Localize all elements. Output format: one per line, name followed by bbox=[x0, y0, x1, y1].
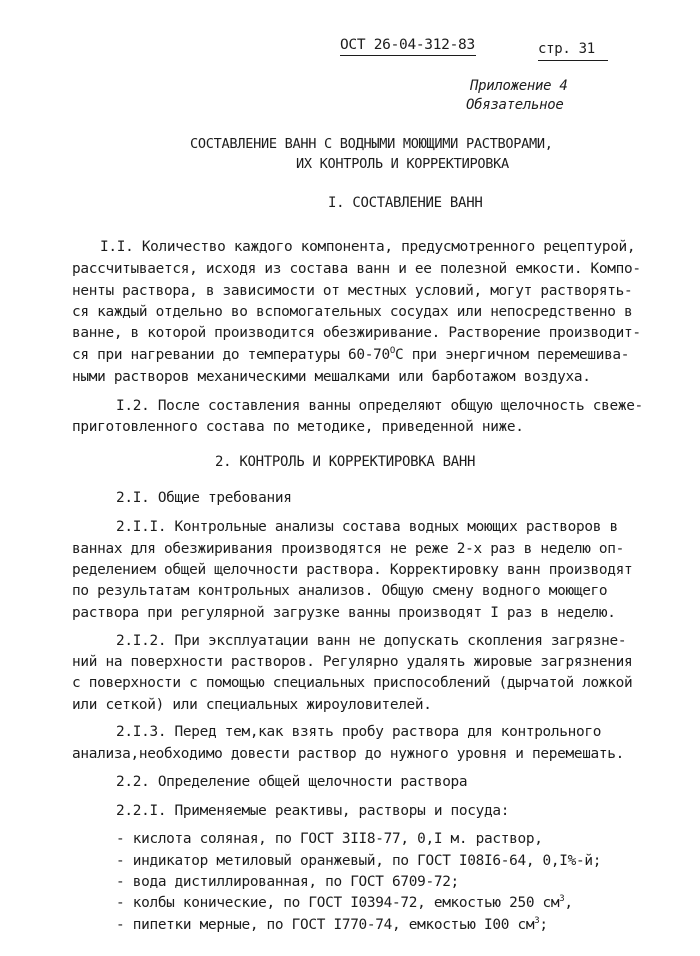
paragraph-2-1-1-line: раствора при регулярной загрузке ванны производят I раз в неделю. bbox=[72, 605, 616, 621]
paragraph-1-1-line: ными растворов механическими мешалками или барботажом воздуха. bbox=[72, 369, 591, 385]
superscript-cube: 3 bbox=[534, 916, 540, 926]
superscript-cube: 3 bbox=[559, 894, 565, 904]
paragraph-1-1-line: ненты раствора, в зависимости от местных условий, могут растворять- bbox=[72, 283, 633, 299]
reagent-list-item: - вода дистиллированная, по ГОСТ 6709-72; bbox=[116, 874, 459, 890]
paragraph-1-1-text: C при энергичном перемешива- bbox=[394, 347, 630, 363]
paragraph-1-2-line: приготовленного состава по методике, приведенной ниже. bbox=[72, 419, 524, 435]
paragraph-1-1-text: ся при нагревании до температуры 60-70 bbox=[72, 347, 390, 363]
paragraph-2-1-2-line: с поверхности с помощью специальных приспособлений (дырчатой ложкой bbox=[72, 675, 633, 691]
paragraph-2-1-1-line: 2.I.I. Контрольные анализы состава водных моющих растворов в bbox=[116, 519, 618, 535]
document-title-line-1: СОСТАВЛЕНИЕ ВАНН С ВОДНЫМИ МОЮЩИМИ РАСТВОРАМИ, bbox=[190, 136, 553, 152]
paragraph-1-1-line: рассчитывается, исходя из состава ванн и ее полезной емкости. Компо- bbox=[72, 261, 641, 277]
section-1-heading: I. СОСТАВЛЕНИЕ ВАНН bbox=[328, 195, 483, 211]
paragraph-2-1-1-line: ваннах для обезжиривания производятся не реже 2-х раз в неделю оп- bbox=[72, 541, 625, 557]
paragraph-1-1-line bbox=[72, 346, 629, 364]
subsection-2-1: 2.I. Общие требования bbox=[116, 490, 292, 506]
paragraph-1-1-line: I.I. Количество каждого компонента, предусмотренного рецептурой, bbox=[100, 239, 636, 255]
paragraph-2-1-2-line: ний на поверхности растворов. Регулярно удалять жировые загрязнения bbox=[72, 654, 633, 670]
paragraph-2-2-1: 2.2.I. Применяемые реактивы, растворы и посуда: bbox=[116, 803, 510, 819]
paragraph-2-1-3-line: 2.I.3. Перед тем,как взять пробу раствора для контрольного bbox=[116, 724, 602, 740]
standard-number: ОСТ 26-04-312-83 bbox=[340, 37, 475, 53]
reagent-list-item-end: ; bbox=[539, 917, 548, 933]
paragraph-2-1-2-line: или сеткой) или специальных жироуловителей. bbox=[72, 697, 432, 713]
paragraph-2-1-1-line: по результатам контрольных анализов. Общую смену водного моющего bbox=[72, 583, 608, 599]
appendix-status: Обязательное bbox=[466, 97, 564, 113]
page-number: стр. 31 bbox=[538, 41, 595, 57]
paragraph-2-1-1-line: ределением общей щелочности раствора. Корректировку ванн производят bbox=[72, 562, 633, 578]
paragraph-2-1-2-line: 2.I.2. При эксплуатации ванн не допускать скопления загрязне- bbox=[116, 633, 627, 649]
document-title-line-2: ИХ КОНТРОЛЬ И КОРРЕКТИРОВКА bbox=[296, 156, 509, 172]
section-2-heading: 2. КОНТРОЛЬ И КОРРЕКТИРОВКА ВАНН bbox=[215, 454, 476, 470]
reagent-list-item bbox=[116, 894, 573, 912]
reagent-list-item-end: , bbox=[564, 895, 573, 911]
reagent-list-item-text: - пипетки мерные, по ГОСТ I770-74, емкостью I00 см bbox=[116, 917, 535, 933]
degree-mark: O bbox=[389, 346, 395, 356]
appendix-label: Приложение 4 bbox=[470, 78, 568, 94]
page-underline bbox=[538, 60, 608, 61]
paragraph-1-1-line: ся каждый отдельно во вспомогательных сосудах или непосредственно в bbox=[72, 304, 633, 320]
subsection-2-2: 2.2. Определение общей щелочности раствора bbox=[116, 774, 468, 790]
reagent-list-item: - кислота соляная, по ГОСТ 3II8-77, 0,I м. раствор, bbox=[116, 831, 543, 847]
paragraph-2-1-3-line: анализа,необходимо довести раствор до нужного уровня и перемешать. bbox=[72, 746, 625, 762]
standard-underline bbox=[340, 55, 476, 56]
reagent-list-item bbox=[116, 916, 548, 934]
reagent-list-item-text: - колбы конические, по ГОСТ I0394-72, емкостью 250 см bbox=[116, 895, 560, 911]
reagent-list-item: - индикатор метиловый оранжевый, по ГОСТ I08I6-64, 0,I%-й; bbox=[116, 853, 602, 869]
paragraph-1-1-line: ванне, в которой производится обезжиривание. Растворение производит- bbox=[72, 325, 641, 341]
paragraph-1-2-line: I.2. После составления ванны определяют общую щелочность свеже- bbox=[116, 398, 643, 414]
